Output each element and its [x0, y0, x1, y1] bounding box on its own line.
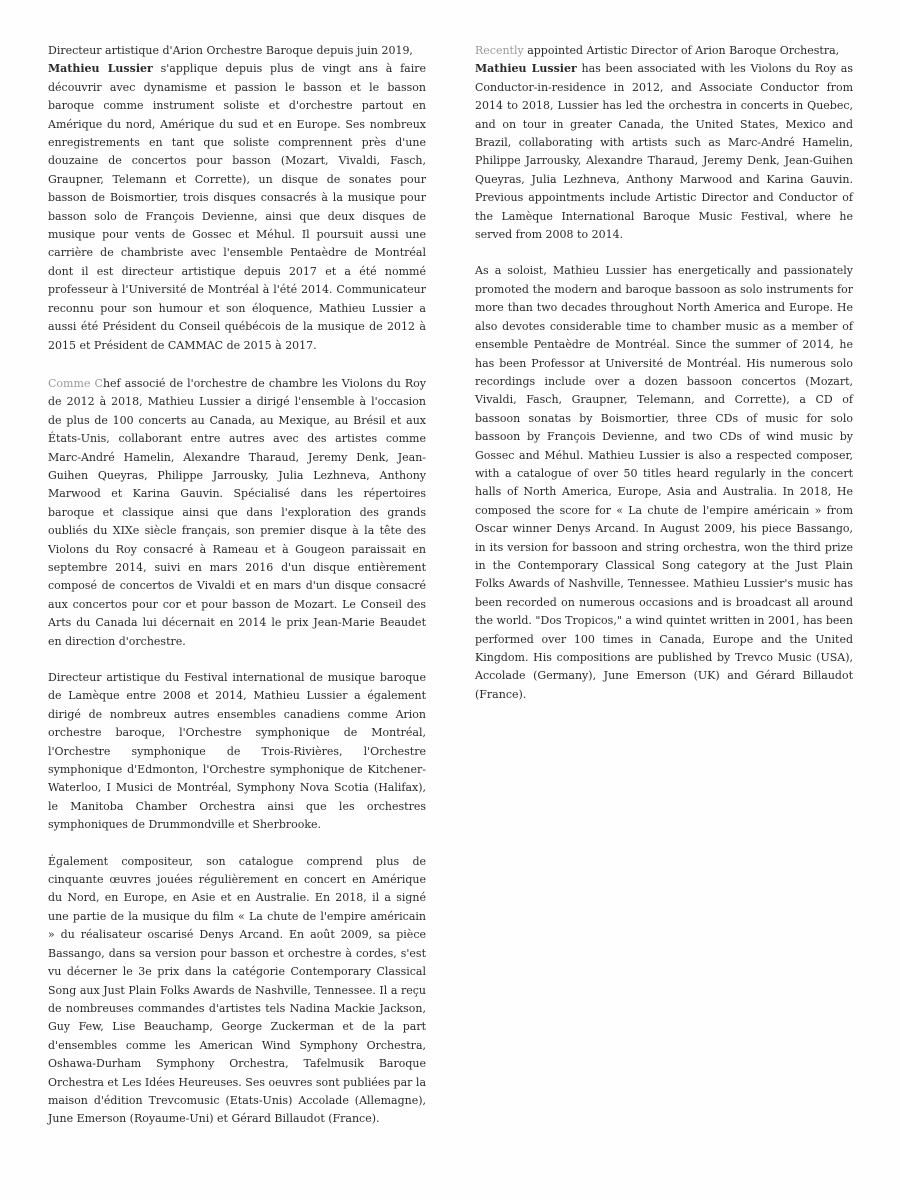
french-p1-name: Mathieu Lussier [48, 62, 153, 76]
french-paragraph-4: Également compositeur, son catalogue comprend plus de cinquante œuvres jouées régulièrement en concert en Amérique du Nord, en Europe, en Asie et en Australie. En 2018, il a signé une partie de la musique du film « La chute de l'empire américain » du réalisateur oscarisé Denys Arcand. En août 2009, sa pièce Bassango, dans sa version pour basson et orchestre à cordes, s'est vu décerner le 3e prix dans la catégorie Contemporary Classical Song aux Just Plain Folks Awards de Nashville, Tennessee. Il a reçu de nombreuses commandes d'artistes tels Nadina Mackie Jackson, Guy Few, Lise Beauchamp, George Zuckerman et de la part d'ensembles comme les American Wind Symphony Orchestra, Oshawa-Durham Symphony Orchestra, Tafelmusik Baroque Orchestra et Les Idées Heureuses. Ses oeuvres sont publiées par la maison d'édition Trevcomusic (Etats-Unis) Accolade (Allemagne), June Emerson (Royaume-Uni) et Gérard Billaudot (France). [48, 854, 426, 1126]
english-p1-text: has been associated with les Violons du Roy as Conductor-in-residence in 2012, and Associate Conductor from 2014 to 2018, Lussier has led the orchestra in concerts in Quebec, and on tour in greater Canada, the United States, Mexico and Brazil, collaborating with artists such as Marc-André Hamelin, Philippe Jarrousky, Alexandre Tharaud, Jeremy Denk, Jean-Guihen Queyras, Julia Lezhneva, Anthony Marwood and Karina Gauvin. Previous appointments include Artistic Director and Conductor of the Lamèque International Baroque Music Festival, where he served from 2008 to 2014. [475, 62, 854, 242]
english-paragraph-1 [475, 42, 853, 244]
english-paragraph-2: As a soloist, Mathieu Lussier has energetically and passionately promoted the modern and baroque bassoon as solo instruments for more than two decades throughout North America and Europe. He also devotes considerable time to chamber music as a member of ensemble Pentaèdre de Montréal. Since the summer of 2014, he has been Professor at Université de Montréal. His numerous solo recordings include over a dozen bassoon concertos (Mozart, Vivaldi, Fasch, Graupner, Telemann, and Corrette), a CD of bassoon sonatas by Boismortier, three CDs of music for solo bassoon by François Devienne, and two CDs of wind music by Gossec and Méhul. Mathieu Lussier is also a respected composer, with a catalogue of over 50 titles heard regularly in the concert halls of North America, Europe, Asia and Australia. In 2018, He composed the score for « La chute de l'empire américain » from Oscar winner Denys Arcand. In August 2009, his piece Bassango, in its version for bassoon and string orchestra, won the third prize in the Contemporary Classical Song category at the Just Plain Folks Awards of Nashville, Tennessee. Mathieu Lussier's music has been recorded on numerous occasions and is broadcast all around the world. "Dos Tropicos," a wind quintet written in 2001, has been performed over 100 times in Canada, Europe and the United Kingdom. His compositions are published by Trevco Music (USA), Accolade (Germany), June Emerson (UK) and Gérard Billaudot (France). [475, 264, 853, 701]
french-paragraph-2 [48, 375, 426, 651]
french-p1-text: s'applique depuis plus de vingt ans à faire découvrir avec dynamisme et passion le basson et le basson baroque comme instrument soliste et d'orchestre partout en Amérique du nord, Amérique du sud et en Europe. Ses nombreux enregistrements en tant que soliste comprennent près d'une douzaine de concertos pour basson (Mozart, Vivaldi, Fasch, Graupner, Telemann et Corrette), un disque de sonates pour basson de Boismortier, trois disques consacrés à la musique pour basson solo de François Devienne, ainsi que deux disques de musique pour vents de Gossec et Méhul. Il poursuit aussi une carrière de chambriste avec l'ensemble Pentaèdre de Montréal dont il est directeur artistique depuis 2017 et a été nommé professeur à l'Université de Montréal à l'été 2014. Communicateur reconnu pour son humour et son éloquence, Mathieu Lussier a aussi été Président du Conseil québécois de la musique de 2012 à 2015 et Président de CAMMAC de 2015 à 2017. [48, 62, 426, 352]
english-p1-lead: appointed Artistic Director of Arion Baroque Orchestra, [523, 44, 840, 57]
english-column [475, 42, 853, 704]
english-p1-name: Mathieu Lussier [475, 62, 577, 76]
english-p1-soft: Recently [475, 44, 524, 57]
french-p1-lead: Directeur artistique d'Arion Orchestre Baroque depuis juin 2019, [48, 44, 413, 57]
french-paragraph-3: Directeur artistique du Festival international de musique baroque de Lamèque entre 2008 et 2014, Mathieu Lussier a également dirigé de nombreux autres ensembles canadiens comme Arion orchestre baroque, l'Orchestre symphonique de Montréal, l'Orchestre symphonique de Trois-Rivières, l'Orchestre symphonique d'Edmonton, l'Orchestre symphonique de Kitchener-Waterloo, I Musici de Montréal, Symphony Nova Scotia (Halifax), le Manitoba Chamber Orchestra ainsi que les orchestres symphoniques de Drummondville et Sherbrooke. [48, 671, 426, 832]
french-p2-text: hef associé de l'orchestre de chambre les Violons du Roy de 2012 à 2018, Mathieu Lussier a dirigé l'ensemble à l'occasion de plus de 100 concerts au Canada, au Mexique, au Brésil et aux États-Unis, collaborant entre autres avec des artistes comme Marc-André Hamelin, Alexandre Tharaud, Jeremy Denk, Jean-Guihen Queyras, Philippe Jarrousky, Julia Lezhneva, Anthony Marwood et Karina Gauvin. Spécialisé dans les répertoires baroque et classique ainsi que dans l'exploration des grands oubliés du XIXe siècle français, son premier disque à la tête des Violons du Roy consacré à Rameau et à Gougeon paraissait en septembre 2014, suivi en mars 2016 d'un disque entièrement composé de concertos de Vivaldi et en mars d'un disque consacré aux concertos pour cor et pour basson de Mozart. Le Conseil des Arts du Canada lui décernait en 2014 le prix Jean-Marie Beaudet en direction d'orchestre. [48, 376, 426, 648]
french-paragraph-1 [48, 42, 426, 355]
french-column [48, 42, 426, 1129]
french-p2-lead: Comme C [48, 376, 103, 390]
